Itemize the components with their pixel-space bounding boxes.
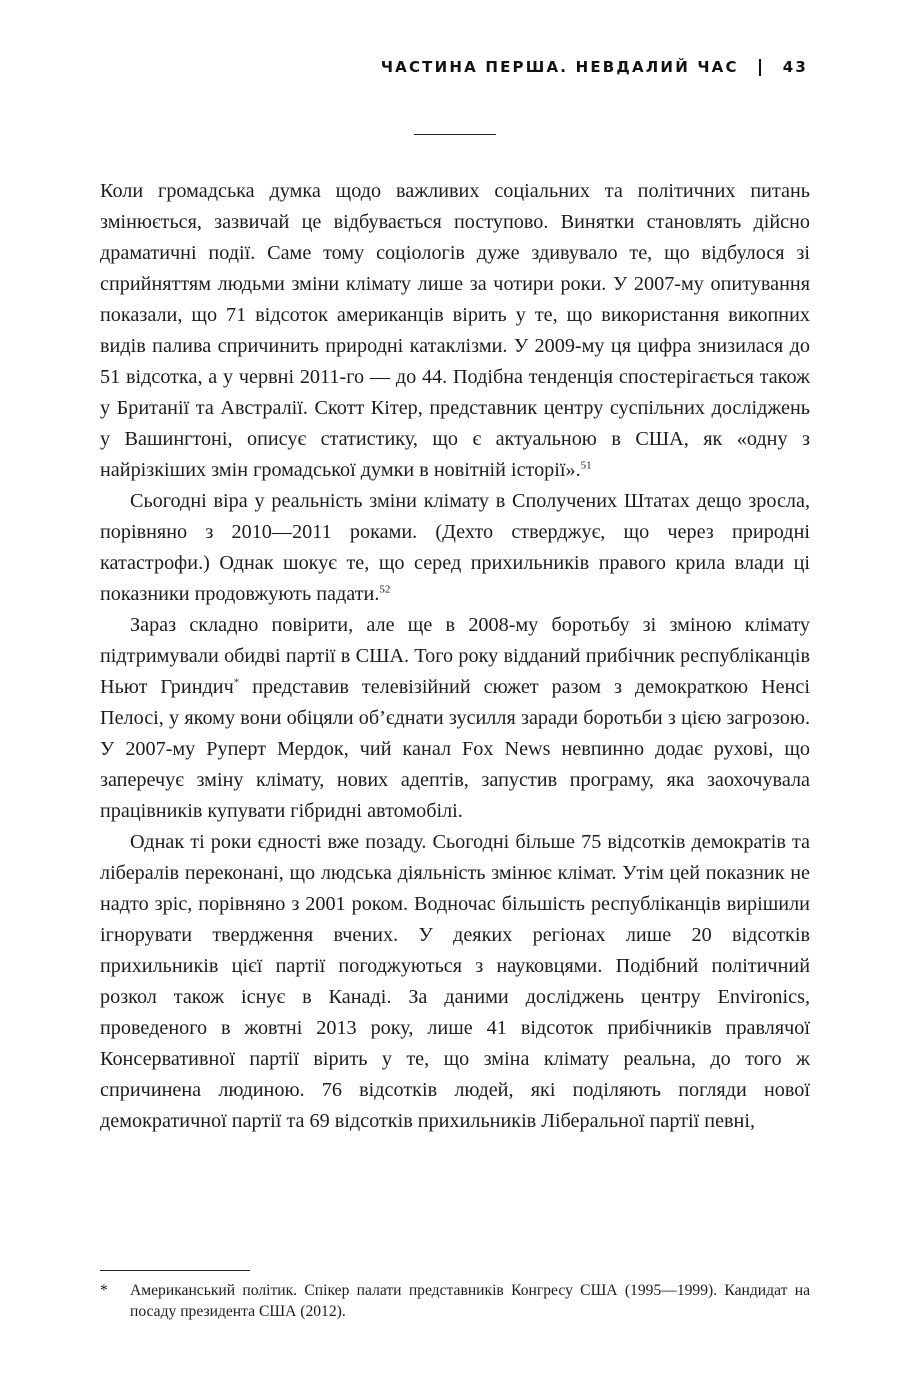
footnote-ref-asterisk: * <box>233 676 240 689</box>
footnote <box>100 1280 810 1322</box>
chapter-title: ЧАСТИНА ПЕРША. НЕВДАЛИЙ ЧАС <box>380 58 739 76</box>
section-divider <box>414 134 496 135</box>
paragraph-2 <box>100 486 810 610</box>
paragraph-2-text: Сьогодні віра у реальність зміни клімату в Сполучених Штатах дещо зросла, порівняно з 2010—2011 роками. (Дехто стверджує, що через природні катастрофи.) Однак шокує те, що серед прихильників правого крила влади ці показники продовжують падати. <box>100 490 810 605</box>
paragraph-4-text: Однак ті роки єдності вже позаду. Сьогодні більше 75 відсотків демократів та лібералів переконані, що людська діяльність змінює клімат. Утім цей показник не надто зріс, порівняно з 2001 роком. Водночас більшість республіканців вирішили ігнорувати твердження вчених. У деяких регіонах лише 20 відсотків прихильників цієї партії погоджуються з науковцями. Подібний політичний розкол також існує в Канаді. За даними досліджень центру Environics, проведеного в жовтні 2013 року, лише 41 відсоток прибічників правлячої Консервативної партії вірить у те, що зміна клімату реальна, до того ж спричинена людиною. 76 відсотків людей, які поділяють погляди нової демократичної партії та 69 відсотків прихильників Ліберальної партії певні, <box>100 831 810 1132</box>
paragraph-1-text: Коли громадська думка щодо важливих соціальних та політичних питань змінюється, зазвичай це відбувається поступово. Винятки становлять дійсно драматичні події. Саме тому соціологів дуже здивувало те, що відбулося зі сприйняттям людьми зміни клімату лише за чотири роки. У 2007-му опитування показали, що 71 відсоток американців вірить у те, що використання викопних видів палива спричинить природні катаклізми. У 2009-му ця цифра знизилася до 51 відсотка, а у червні 2011-го — до 44. Подібна тенденція спостерігається також у Британії та Австралії. Скотт Кітер, представник центру суспільних досліджень у Вашингтоні, описує статистику, що є актуальною в США, як «одну з найрізкіших змін громадської думки в новітній історії». <box>100 180 810 481</box>
body-text <box>100 176 810 1137</box>
paragraph-4 <box>100 827 810 1137</box>
endnote-ref-51: 51 <box>580 459 592 472</box>
paragraph-3-text-end: представив телевізійний сюжет разом з демократкою Ненсі Пелосі, у якому вони обіцяли об’єднати зусилля заради боротьби з цією загрозою. У 2007-му Руперт Мердок, чий канал Fox News невпинно додає рухові, що заперечує зміну клімату, нових адептів, запустив програму, яка заохочувала працівників купувати гібридні автомобілі. <box>100 676 811 822</box>
footnote-text: Американський політик. Спікер палати представників Конгресу США (1995—1999). Кандидат на посаду президента США (2012). <box>130 1282 810 1320</box>
footnote-mark: * <box>100 1282 108 1299</box>
paragraph-3-text-start: Зараз складно повірити, але ще в 2008-му боротьбу зі зміною клімату підтримували обидві партії в США. Того року відданий прибічник республіканців Ньют Гриндич <box>100 614 810 698</box>
paragraph-1 <box>100 176 810 486</box>
endnote-ref-52: 52 <box>379 583 391 596</box>
paragraph-3 <box>100 610 810 827</box>
running-header <box>381 58 808 76</box>
footnote-divider <box>100 1270 250 1271</box>
page-number: 43 <box>782 58 808 76</box>
header-separator <box>759 59 761 76</box>
